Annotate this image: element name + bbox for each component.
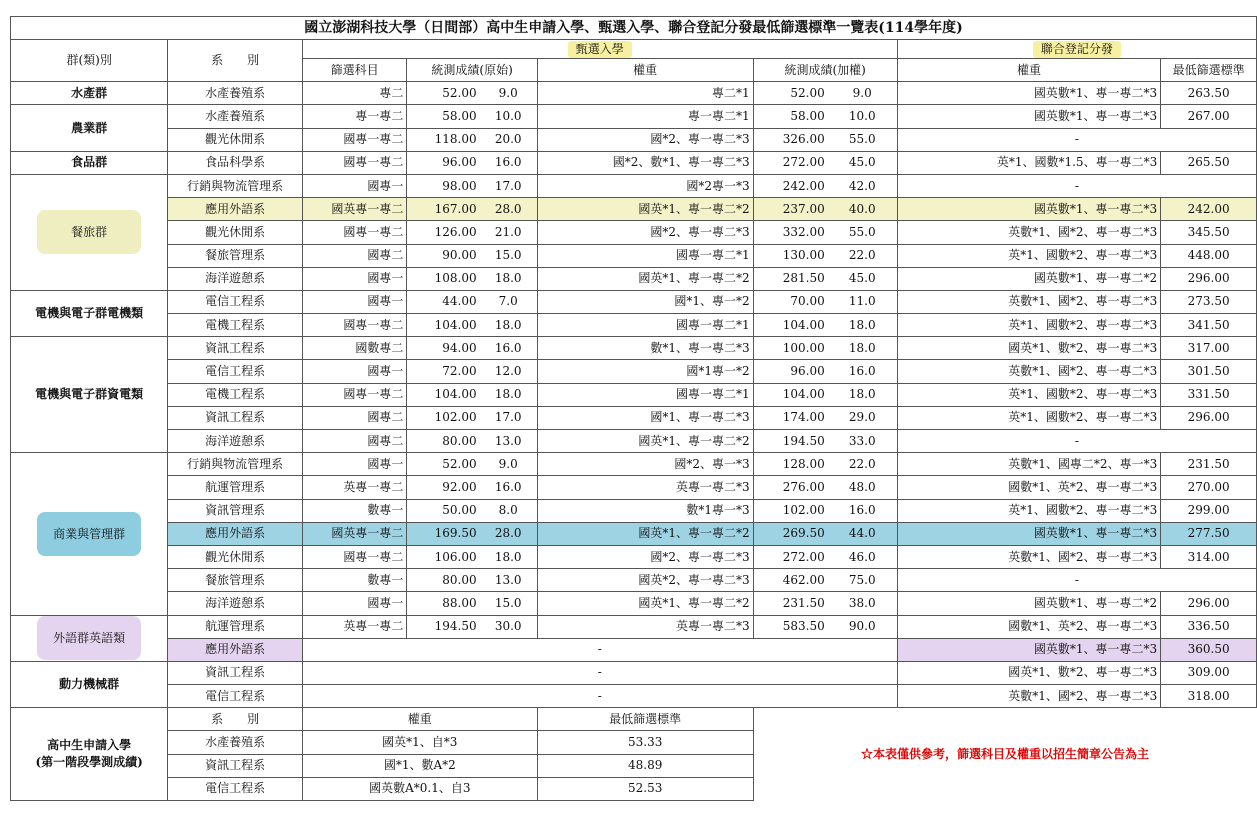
- raw-score-cell: 16.0: [480, 476, 538, 499]
- raw-score-cell: 9.0: [480, 453, 538, 476]
- subject-cell: 國專二: [302, 430, 407, 453]
- weighted-score-cell: 276.00: [753, 476, 828, 499]
- dept-cell: 電信工程系: [168, 360, 303, 383]
- table-row: [11, 221, 1257, 244]
- group-cell: [11, 174, 168, 290]
- header-raw-score: 統測成績(原始): [407, 59, 537, 82]
- min-standard-cell: 360.50: [1161, 638, 1257, 661]
- min-standard-cell: 318.00: [1161, 685, 1257, 708]
- min-standard-cell: 231.50: [1161, 453, 1257, 476]
- min-standard-cell: 277.50: [1161, 522, 1257, 545]
- joint-weight-cell: 英數*1、國專二*2、專一*3: [897, 453, 1160, 476]
- raw-score-cell: 17.0: [480, 174, 538, 197]
- weighted-score-cell: 583.50: [753, 615, 828, 638]
- apply-header-min: 最低篩選標準: [537, 708, 753, 731]
- table-row: [11, 244, 1257, 267]
- joint-weight-cell: 國英*1、數*2、專一專二*3: [897, 661, 1160, 684]
- dept-cell: 應用外語系: [168, 522, 303, 545]
- raw-score-cell: 12.0: [480, 360, 538, 383]
- weight-cell: 國*2、專一專二*3: [537, 545, 753, 568]
- weight-cell: 國英*1、專一專二*2: [537, 267, 753, 290]
- dept-cell: 電信工程系: [168, 685, 303, 708]
- weighted-score-cell: 46.0: [828, 545, 897, 568]
- weighted-score-cell: 16.0: [828, 360, 897, 383]
- raw-score-cell: 80.00: [407, 430, 480, 453]
- weighted-score-cell: 128.00: [753, 453, 828, 476]
- raw-score-cell: 28.0: [480, 198, 538, 221]
- subject-cell: 國專一: [302, 592, 407, 615]
- weighted-score-cell: 29.0: [828, 406, 897, 429]
- group-cell: 動力機械群: [11, 661, 168, 707]
- weighted-score-cell: 33.0: [828, 430, 897, 453]
- raw-score-cell: 18.0: [480, 383, 538, 406]
- header-weighted-score: 統測成績(加權): [753, 59, 897, 82]
- group-cell: 農業群: [11, 105, 168, 151]
- raw-score-cell: 15.0: [480, 244, 538, 267]
- min-standard-cell: 301.50: [1161, 360, 1257, 383]
- group-cell: [11, 453, 168, 615]
- subject-cell: 專一專二: [302, 105, 407, 128]
- dept-cell: 海洋遊憩系: [168, 430, 303, 453]
- apply-header-weight: 權重: [302, 708, 537, 731]
- apply-weight-cell: 國*1、數A*2: [302, 754, 537, 777]
- table-row-highlighted: [11, 198, 1257, 221]
- weight-cell: 國*2、專一*3: [537, 453, 753, 476]
- subject-cell: 國專一: [302, 360, 407, 383]
- subject-cell: 國專一專二: [302, 545, 407, 568]
- joint-weight-cell: -: [897, 569, 1256, 592]
- raw-score-cell: 169.50: [407, 522, 480, 545]
- raw-score-cell: 52.00: [407, 453, 480, 476]
- table-row: [11, 545, 1257, 568]
- weight-cell: 國英*1、專一專二*2: [537, 592, 753, 615]
- table-row: [11, 453, 1257, 476]
- raw-score-cell: 104.00: [407, 314, 480, 337]
- weighted-score-cell: 281.50: [753, 267, 828, 290]
- raw-score-cell: 88.00: [407, 592, 480, 615]
- table-row: [11, 82, 1257, 105]
- min-standard-cell: 242.00: [1161, 198, 1257, 221]
- header-dept: 系 別: [168, 40, 303, 82]
- raw-score-cell: 17.0: [480, 406, 538, 429]
- weighted-score-cell: 231.50: [753, 592, 828, 615]
- raw-score-cell: 102.00: [407, 406, 480, 429]
- weighted-score-cell: 58.00: [753, 105, 828, 128]
- weighted-score-cell: 11.0: [828, 290, 897, 313]
- min-standard-cell: 270.00: [1161, 476, 1257, 499]
- joint-weight-cell: 國英數*1、專一專二*2: [897, 267, 1160, 290]
- screening-section-label: 甄選入學: [568, 41, 632, 58]
- dept-cell: 餐旅管理系: [168, 244, 303, 267]
- weight-cell: 國*1、專一*2: [537, 290, 753, 313]
- raw-score-cell: 7.0: [480, 290, 538, 313]
- table-row: [11, 267, 1257, 290]
- table-row: [11, 406, 1257, 429]
- table-row-highlighted: [11, 522, 1257, 545]
- dept-cell: 資訊工程系: [168, 337, 303, 360]
- weighted-score-cell: 104.00: [753, 314, 828, 337]
- header-group: 群(類)別: [11, 40, 168, 82]
- table-row: [11, 430, 1257, 453]
- weight-cell: 國*1、專一專二*3: [537, 406, 753, 429]
- dept-cell: 資訊管理系: [168, 499, 303, 522]
- group-cell: [11, 615, 168, 661]
- apply-weight-cell: 國英數A*0.1、自3: [302, 777, 537, 800]
- weighted-score-cell: 16.0: [828, 499, 897, 522]
- weight-cell: 專一專二*1: [537, 105, 753, 128]
- raw-score-cell: 58.00: [407, 105, 480, 128]
- raw-score-cell: 118.00: [407, 128, 480, 151]
- table-row: [11, 592, 1257, 615]
- dept-cell: 資訊工程系: [168, 406, 303, 429]
- table-row: [11, 174, 1257, 197]
- weight-cell: 國專一專二*1: [537, 383, 753, 406]
- raw-score-cell: 21.0: [480, 221, 538, 244]
- dept-cell: 觀光休閒系: [168, 545, 303, 568]
- apply-label-line2: (第一階段學測成績): [35, 755, 143, 770]
- weighted-score-cell: 22.0: [828, 453, 897, 476]
- group-cell: 食品群: [11, 151, 168, 174]
- apply-min-cell: 53.33: [537, 731, 753, 754]
- weighted-score-cell: 18.0: [828, 337, 897, 360]
- screening-empty-cell: -: [302, 685, 897, 708]
- min-standard-cell: 299.00: [1161, 499, 1257, 522]
- weighted-score-cell: 18.0: [828, 314, 897, 337]
- weight-cell: 國專一專二*1: [537, 244, 753, 267]
- weight-cell: 數*1、專一專二*3: [537, 337, 753, 360]
- note-cell: [753, 708, 1256, 801]
- min-standard-cell: 341.50: [1161, 314, 1257, 337]
- dept-cell: 海洋遊憩系: [168, 592, 303, 615]
- joint-weight-cell: 國英數*1、專一專二*2: [897, 592, 1160, 615]
- raw-score-cell: 18.0: [480, 267, 538, 290]
- raw-score-cell: 13.0: [480, 430, 538, 453]
- group-cell: 水產群: [11, 82, 168, 105]
- raw-score-cell: 8.0: [480, 499, 538, 522]
- weighted-score-cell: 90.0: [828, 615, 897, 638]
- raw-score-cell: 167.00: [407, 198, 480, 221]
- joint-weight-cell: 英數*1、國*2、專一專二*3: [897, 360, 1160, 383]
- joint-weight-cell: 國數*1、英*2、專一專二*3: [897, 615, 1160, 638]
- disclaimer-note: ☆本表僅供參考，篩選科目及權重以招生簡章公告為主: [861, 746, 1150, 761]
- apply-weight-cell: 國英*1、自*3: [302, 731, 537, 754]
- raw-score-cell: 9.0: [480, 82, 538, 105]
- header-subject: 篩選科目: [302, 59, 407, 82]
- dept-cell: 電機工程系: [168, 383, 303, 406]
- raw-score-cell: 28.0: [480, 522, 538, 545]
- weighted-score-cell: 42.0: [828, 174, 897, 197]
- weighted-score-cell: 194.50: [753, 430, 828, 453]
- raw-score-cell: 96.00: [407, 151, 480, 174]
- raw-score-cell: 94.00: [407, 337, 480, 360]
- weighted-score-cell: 9.0: [828, 82, 897, 105]
- weighted-score-cell: 22.0: [828, 244, 897, 267]
- weight-cell: 國*2專一*3: [537, 174, 753, 197]
- table-row: [11, 476, 1257, 499]
- header-min-standard: 最低篩選標準: [1161, 59, 1257, 82]
- subject-cell: 國專一專二: [302, 383, 407, 406]
- min-standard-cell: 309.00: [1161, 661, 1257, 684]
- table-row: [11, 638, 1257, 661]
- min-standard-cell: 296.00: [1161, 592, 1257, 615]
- weighted-score-cell: 70.00: [753, 290, 828, 313]
- table-row: [11, 337, 1257, 360]
- standards-table: [10, 16, 1257, 801]
- table-row: [11, 290, 1257, 313]
- joint-weight-cell: 英數*1、國*2、專一專二*3: [897, 685, 1160, 708]
- raw-score-cell: 16.0: [480, 151, 538, 174]
- joint-weight-cell: 英數*1、國*2、專一專二*3: [897, 290, 1160, 313]
- raw-score-cell: 52.00: [407, 82, 480, 105]
- table-row: [11, 128, 1257, 151]
- table-row: [11, 151, 1257, 174]
- joint-weight-cell: 英數*1、國*2、專一專二*3: [897, 545, 1160, 568]
- raw-score-cell: 126.00: [407, 221, 480, 244]
- weight-cell: 國*2、專一專二*3: [537, 128, 753, 151]
- weight-cell: 專二*1: [537, 82, 753, 105]
- weighted-score-cell: 45.0: [828, 267, 897, 290]
- dept-cell: 行銷與物流管理系: [168, 453, 303, 476]
- dept-cell: 水產養殖系: [168, 82, 303, 105]
- weighted-score-cell: 326.00: [753, 128, 828, 151]
- apply-min-cell: 48.89: [537, 754, 753, 777]
- weight-cell: 國英*1、專一專二*2: [537, 522, 753, 545]
- dept-cell: 應用外語系: [168, 198, 303, 221]
- header-joint-weight: 權重: [897, 59, 1160, 82]
- min-standard-cell: 331.50: [1161, 383, 1257, 406]
- raw-score-cell: 194.50: [407, 615, 480, 638]
- joint-weight-cell: -: [897, 128, 1256, 151]
- min-standard-cell: 273.50: [1161, 290, 1257, 313]
- raw-score-cell: 108.00: [407, 267, 480, 290]
- weighted-score-cell: 104.00: [753, 383, 828, 406]
- joint-weight-cell: 英*1、國數*2、專一專二*3: [897, 314, 1160, 337]
- weighted-score-cell: 40.0: [828, 198, 897, 221]
- raw-score-cell: 104.00: [407, 383, 480, 406]
- weighted-score-cell: 96.00: [753, 360, 828, 383]
- weighted-score-cell: 38.0: [828, 592, 897, 615]
- raw-score-cell: 15.0: [480, 592, 538, 615]
- dept-cell: 觀光休閒系: [168, 128, 303, 151]
- weighted-score-cell: 102.00: [753, 499, 828, 522]
- weighted-score-cell: 10.0: [828, 105, 897, 128]
- subject-cell: 專二: [302, 82, 407, 105]
- apply-dept-cell: 資訊工程系: [168, 754, 303, 777]
- dept-cell: 海洋遊憩系: [168, 267, 303, 290]
- weight-cell: 國專一專二*1: [537, 314, 753, 337]
- joint-weight-cell: 英*1、國數*2、專一專二*3: [897, 383, 1160, 406]
- subject-cell: 國數專二: [302, 337, 407, 360]
- group-badge: 餐旅群: [37, 210, 141, 254]
- weight-cell: 國*2、專一專二*3: [537, 221, 753, 244]
- standards-sheet: [10, 16, 1257, 801]
- weighted-score-cell: 75.0: [828, 569, 897, 592]
- apply-dept-cell: 電信工程系: [168, 777, 303, 800]
- dept-cell: 食品科學系: [168, 151, 303, 174]
- group-badge: 外語群英語類: [37, 616, 141, 660]
- table-row: [11, 383, 1257, 406]
- min-standard-cell: 296.00: [1161, 406, 1257, 429]
- raw-score-cell: 106.00: [407, 545, 480, 568]
- weighted-score-cell: 44.0: [828, 522, 897, 545]
- subject-cell: 國專一: [302, 290, 407, 313]
- table-row: [11, 661, 1257, 684]
- weight-cell: 國*1專一*2: [537, 360, 753, 383]
- subject-cell: 數專一: [302, 499, 407, 522]
- weighted-score-cell: 48.0: [828, 476, 897, 499]
- min-standard-cell: 314.00: [1161, 545, 1257, 568]
- raw-score-cell: 50.00: [407, 499, 480, 522]
- table-row: [11, 685, 1257, 708]
- group-cell: 電機與電子群電機類: [11, 290, 168, 336]
- subject-cell: 英專一專二: [302, 615, 407, 638]
- screening-empty-cell: -: [302, 638, 897, 661]
- table-row: [11, 360, 1257, 383]
- dept-cell: 航運管理系: [168, 476, 303, 499]
- joint-weight-cell: 國英數*1、專一專二*3: [897, 82, 1160, 105]
- joint-weight-cell: 國數*1、英*2、專一專二*3: [897, 476, 1160, 499]
- dept-cell: 電機工程系: [168, 314, 303, 337]
- weighted-score-cell: 55.0: [828, 128, 897, 151]
- dept-cell: 餐旅管理系: [168, 569, 303, 592]
- subject-cell: 國專一專二: [302, 151, 407, 174]
- min-standard-cell: 317.00: [1161, 337, 1257, 360]
- screening-empty-cell: -: [302, 661, 897, 684]
- weight-cell: 國英*2、專一專二*3: [537, 569, 753, 592]
- raw-score-cell: 13.0: [480, 569, 538, 592]
- raw-score-cell: 30.0: [480, 615, 538, 638]
- joint-weight-cell: -: [897, 430, 1256, 453]
- weighted-score-cell: 462.00: [753, 569, 828, 592]
- subject-cell: 國專二: [302, 244, 407, 267]
- raw-score-cell: 18.0: [480, 314, 538, 337]
- dept-cell: 航運管理系: [168, 615, 303, 638]
- min-standard-cell: 336.50: [1161, 615, 1257, 638]
- dept-cell: 觀光休閒系: [168, 221, 303, 244]
- subject-cell: 國專一: [302, 267, 407, 290]
- raw-score-cell: 16.0: [480, 337, 538, 360]
- subject-cell: 國英專一專二: [302, 522, 407, 545]
- raw-score-cell: 20.0: [480, 128, 538, 151]
- weight-cell: 國*2、數*1、專一專二*3: [537, 151, 753, 174]
- dept-cell: 行銷與物流管理系: [168, 174, 303, 197]
- subject-cell: 國專一: [302, 453, 407, 476]
- raw-score-cell: 80.00: [407, 569, 480, 592]
- apply-dept-cell: 水產養殖系: [168, 731, 303, 754]
- weighted-score-cell: 100.00: [753, 337, 828, 360]
- weight-cell: 國英*1、專一專二*2: [537, 430, 753, 453]
- weighted-score-cell: 272.00: [753, 151, 828, 174]
- raw-score-cell: 72.00: [407, 360, 480, 383]
- raw-score-cell: 92.00: [407, 476, 480, 499]
- weighted-score-cell: 237.00: [753, 198, 828, 221]
- subject-cell: 國英專一專二: [302, 198, 407, 221]
- raw-score-cell: 18.0: [480, 545, 538, 568]
- joint-weight-cell: 國英數*1、專一專二*3: [897, 522, 1160, 545]
- subject-cell: 數專一: [302, 569, 407, 592]
- min-standard-cell: 296.00: [1161, 267, 1257, 290]
- header-weight: 權重: [537, 59, 753, 82]
- dept-cell: 應用外語系: [168, 638, 303, 661]
- subject-cell: 國專一專二: [302, 314, 407, 337]
- weighted-score-cell: 332.00: [753, 221, 828, 244]
- table-row: [11, 499, 1257, 522]
- weighted-score-cell: 18.0: [828, 383, 897, 406]
- raw-score-cell: 98.00: [407, 174, 480, 197]
- dept-cell: 水產養殖系: [168, 105, 303, 128]
- table-row: [11, 314, 1257, 337]
- subject-cell: 國專二: [302, 406, 407, 429]
- joint-weight-cell: 英*1、國數*2、專一專二*3: [897, 244, 1160, 267]
- joint-weight-cell: 英*1、國數*1.5、專一專二*3: [897, 151, 1160, 174]
- min-standard-cell: 345.50: [1161, 221, 1257, 244]
- weighted-score-cell: 55.0: [828, 221, 897, 244]
- raw-score-cell: 44.00: [407, 290, 480, 313]
- joint-weight-cell: 國英*1、數*2、專一專二*3: [897, 337, 1160, 360]
- joint-section-label: 聯合登記分發: [1033, 41, 1121, 58]
- dept-cell: 資訊工程系: [168, 661, 303, 684]
- dept-cell: 電信工程系: [168, 290, 303, 313]
- weight-cell: 國英*1、專一專二*2: [537, 198, 753, 221]
- apply-header-row: [11, 708, 1257, 731]
- weighted-score-cell: 130.00: [753, 244, 828, 267]
- weight-cell: 英專一專二*3: [537, 615, 753, 638]
- table-row: [11, 569, 1257, 592]
- raw-score-cell: 90.00: [407, 244, 480, 267]
- joint-weight-cell: 英*1、國數*2、專一專二*3: [897, 406, 1160, 429]
- weighted-score-cell: 45.0: [828, 151, 897, 174]
- min-standard-cell: 265.50: [1161, 151, 1257, 174]
- joint-weight-cell: 英*1、國數*2、專一專二*3: [897, 499, 1160, 522]
- apply-header-dept: 系 別: [168, 708, 303, 731]
- joint-weight-cell: 國英數*1、專一專二*3: [897, 105, 1160, 128]
- apply-min-cell: 52.53: [537, 777, 753, 800]
- raw-score-cell: 10.0: [480, 105, 538, 128]
- group-badge: 商業與管理群: [37, 512, 141, 556]
- apply-label-line1: 高中生申請入學: [47, 738, 132, 753]
- weighted-score-cell: 174.00: [753, 406, 828, 429]
- joint-weight-cell: 英數*1、國*2、專一專二*3: [897, 221, 1160, 244]
- weighted-score-cell: 272.00: [753, 545, 828, 568]
- weighted-score-cell: 52.00: [753, 82, 828, 105]
- subject-cell: 國專一專二: [302, 221, 407, 244]
- subject-cell: 國專一專二: [302, 128, 407, 151]
- min-standard-cell: 267.00: [1161, 105, 1257, 128]
- weighted-score-cell: 242.00: [753, 174, 828, 197]
- apply-group-cell: [11, 708, 168, 801]
- weighted-score-cell: 269.50: [753, 522, 828, 545]
- joint-weight-cell: 國英數*1、專一專二*3: [897, 198, 1160, 221]
- table-row: [11, 105, 1257, 128]
- min-standard-cell: 448.00: [1161, 244, 1257, 267]
- subject-cell: 英專一專二: [302, 476, 407, 499]
- table-row: [11, 615, 1257, 638]
- subject-cell: 國專一: [302, 174, 407, 197]
- min-standard-cell: 263.50: [1161, 82, 1257, 105]
- weight-cell: 數*1專一*3: [537, 499, 753, 522]
- joint-weight-cell: 國英數*1、專一專二*3: [897, 638, 1160, 661]
- group-cell: 電機與電子群資電類: [11, 337, 168, 453]
- page-title: 國立澎湖科技大學（日間部）高中生申請入學、甄選入學、聯合登記分發最低篩選標準一覽表(114學年度): [11, 17, 1257, 40]
- joint-weight-cell: -: [897, 174, 1256, 197]
- weight-cell: 英專一專二*3: [537, 476, 753, 499]
